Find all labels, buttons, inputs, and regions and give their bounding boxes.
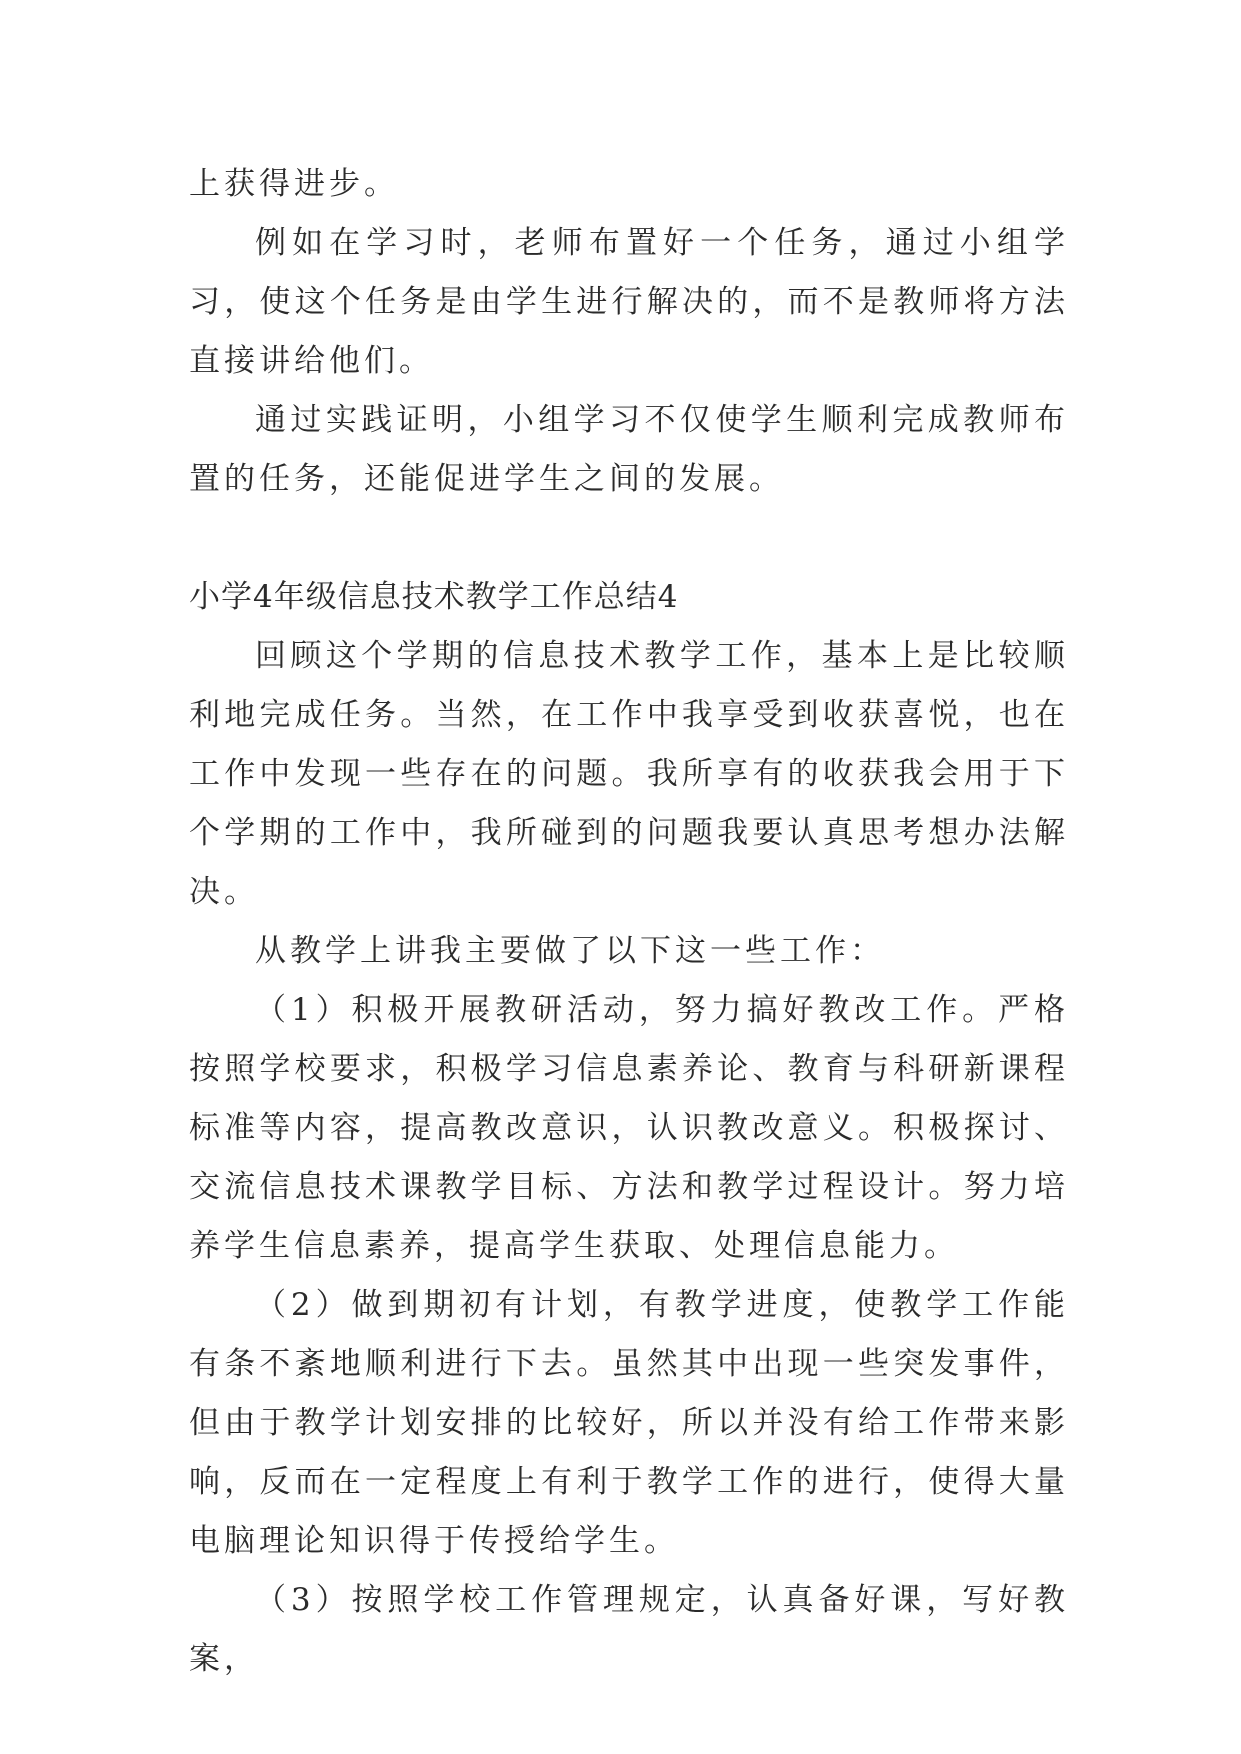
paragraph-item-2: （2）做到期初有计划，有教学进度，使教学工作能有条不紊地顺利进行下去。虽然其中出现一些突发事件，但由于教学计划安排的比较好，所以并没有给工作带来影响，反而在一定程度上有利于教学工作的进行，使得大量电脑理论知识得于传授给学生。 (189, 1287, 1069, 1559)
paragraph-practice-proof: 通过实践证明，小组学习不仅使学生顺利完成教师布置的任务，还能促进学生之间的发展。 (189, 402, 1069, 497)
paragraph-item-3: （3）按照学校工作管理规定，认真备好课，写好教案， (189, 1582, 1069, 1677)
paragraph-review: 回顾这个学期的信息技术教学工作，基本上是比较顺利地完成任务。当然，在工作中我享受到收获喜悦，也在工作中发现一些存在的问题。我所享有的收获我会用于下个学期的工作中，我所碰到的问题我要认真思考想办法解决。 (189, 638, 1069, 910)
paragraph-example: 例如在学习时，老师布置好一个任务，通过小组学习，使这个任务是由学生进行解决的，而不是教师将方法直接讲给他们。 (189, 225, 1069, 379)
paragraph-continuation: 上获得进步。 (189, 166, 399, 202)
paragraph-item-1: （1）积极开展教研活动，努力搞好教改工作。严格按照学校要求，积极学习信息素养论、教育与科研新课程标准等内容，提高教改意识，认识教改意义。积极探讨、交流信息技术课教学目标、方法和教学过程设计。努力培养学生信息素养，提高学生获取、处理信息能力。 (189, 992, 1069, 1264)
paragraph-work-intro: 从教学上讲我主要做了以下这一些工作： (255, 933, 885, 969)
section-heading: 小学4年级信息技术教学工作总结4 (189, 579, 679, 615)
document-body (189, 155, 1069, 1689)
